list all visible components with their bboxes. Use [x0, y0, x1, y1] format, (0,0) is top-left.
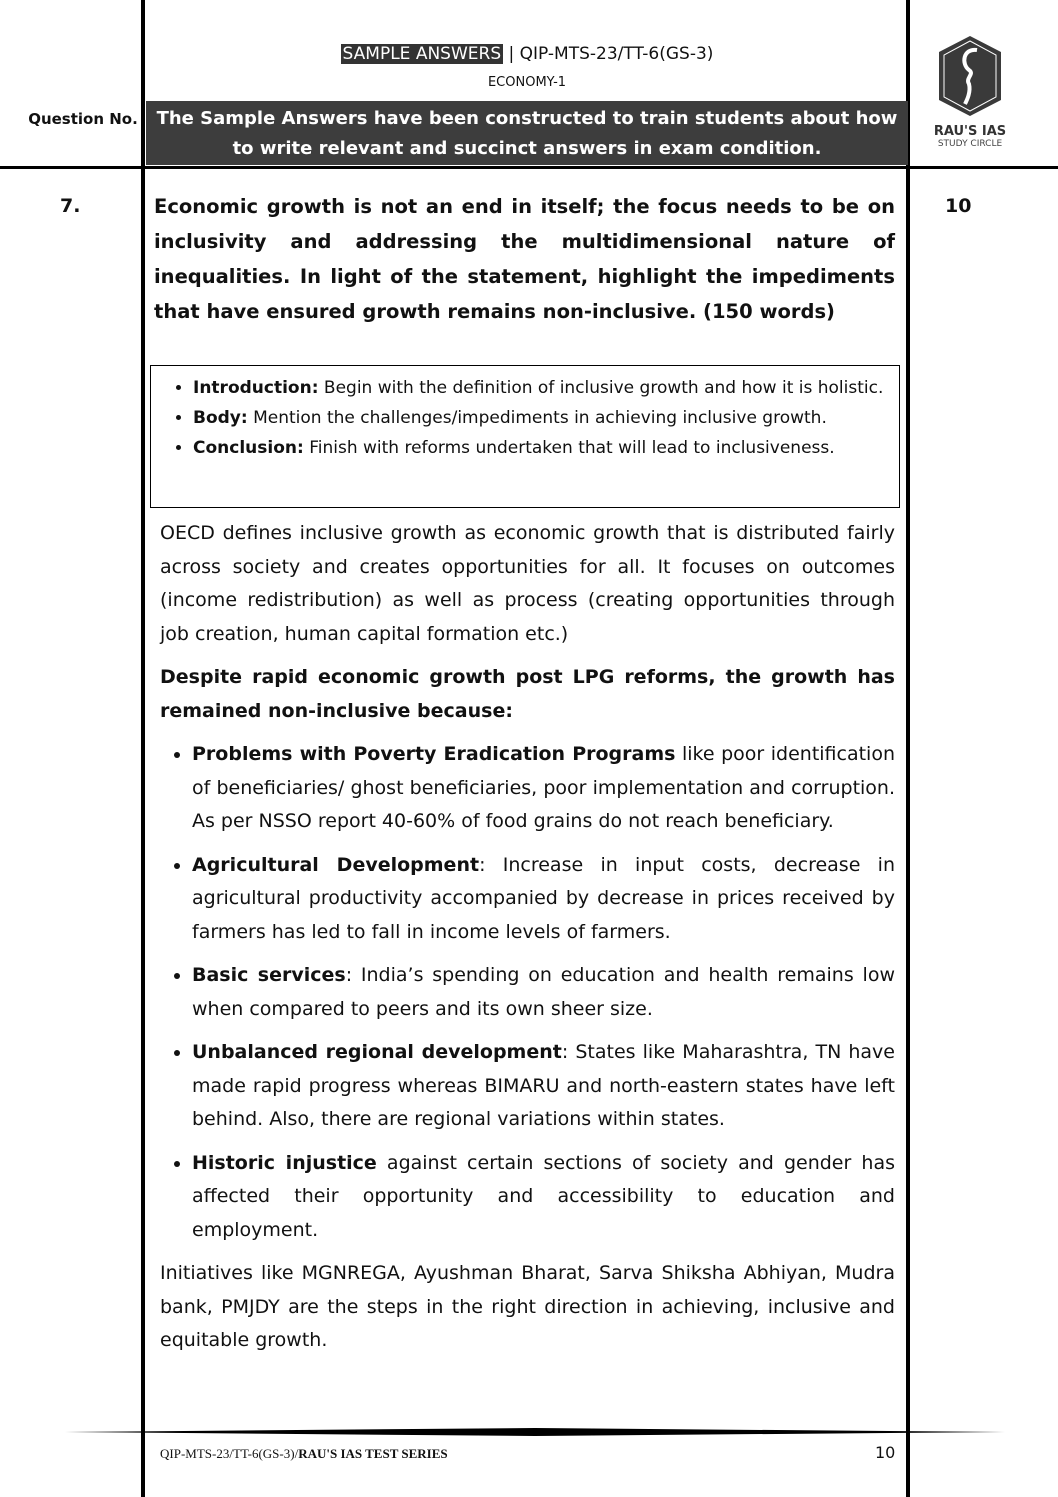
answer-point: [192, 849, 895, 950]
question-text: Economic growth is not an end in itself; the focus needs to be on inclusivity and addressing the multidimensional nature of inequalities. In light of the statement, highlight the impediments that have ensured growth remains non-inclusive. (150 words): [154, 195, 895, 323]
test-code: | QIP-MTS-23/TT-6(GS-3): [503, 44, 714, 64]
approach-label: Body:: [193, 408, 248, 428]
footer-divider: [65, 1428, 1005, 1436]
banner: The Sample Answers have been constructed to train students about how to write relevant and succinct answers in exam condition.: [146, 101, 908, 165]
point-text: : India’s spending on education and health remains low when compared to peers and its own sheer size.: [192, 964, 895, 1020]
answer-point: [192, 959, 895, 1026]
point-label: Historic injustice: [192, 1151, 377, 1174]
approach-label: Conclusion:: [193, 438, 304, 458]
logo-tagline: STUDY CIRCLE: [937, 139, 1003, 149]
answer-intro: OECD defines inclusive growth as economic growth that is distributed fairly across society and creates opportunities for all. It focuses on outcomes (income redistribution) as well as process (creating opportunities through job creation, human capital formation etc.): [160, 522, 895, 645]
right-column-rule: [906, 0, 910, 1497]
point-label: Unbalanced regional development: [192, 1041, 562, 1063]
point-label: Agricultural Development: [192, 853, 480, 876]
logo-name: RAU'S IAS: [933, 124, 1007, 139]
answer-conclusion: Initiatives like MGNREGA, Ayushman Bharat, Sarva Shiksha Abhiyan, Mudra bank, PMJDY are the steps in the right direction in achieving, inclusive and equitable growth.: [160, 1262, 895, 1351]
answer-point: [192, 1147, 895, 1248]
subject: ECONOMY-1: [487, 75, 567, 90]
point-text: : States like Maharashtra, TN have made rapid progress whereas BIMARU and north-eastern states have left behind. Also, there are regional variations within states.: [192, 1041, 895, 1130]
answer-lead: Despite rapid economic growth post LPG reforms, the growth has remained non-inclusive because:: [160, 666, 895, 722]
point-label: Problems with Poverty Eradication Programs: [192, 743, 676, 765]
footer-text: [160, 1446, 448, 1462]
header-title: [146, 44, 908, 64]
approach-text: Mention the challenges/impediments in achieving inclusive growth.: [247, 408, 827, 428]
question-number-label: Question No.: [28, 110, 138, 128]
approach-label: Introduction:: [193, 378, 319, 398]
approach-text: Begin with the definition of inclusive growth and how it is holistic.: [318, 378, 884, 398]
footer-series: RAU'S IAS TEST SERIES: [298, 1446, 448, 1461]
header-rule: [0, 166, 1058, 169]
sample-answers-highlight: SAMPLE ANSWERS: [342, 44, 502, 64]
approach-text: Finish with reforms undertaken that will lead to inclusiveness.: [303, 438, 835, 458]
approach-item: [193, 373, 891, 403]
answer-point: [192, 738, 895, 839]
point-label: Basic services: [192, 964, 346, 986]
approach-box: [150, 365, 900, 508]
left-column-rule: [141, 0, 145, 1497]
logo: [920, 34, 1020, 149]
page-number: 10: [875, 1443, 896, 1462]
logo-emblem-icon: [935, 34, 1005, 118]
approach-item: [193, 403, 891, 433]
question-marks: 10: [945, 195, 972, 217]
point-text: : Increase in input costs, decrease in agricultural productivity accompanied by decrease in prices received by farmers has led to fall in income levels of farmers.: [192, 853, 895, 943]
point-text: like poor identification of beneficiaries/ ghost beneficiaries, poor implementation and corruption. As per NSSO report 40-60% of food grains do not reach beneficiary.: [192, 743, 895, 832]
footer-code: QIP-MTS-23/TT-6(GS-3)/: [160, 1446, 299, 1461]
question-number: 7.: [60, 195, 81, 217]
point-text: against certain sections of society and gender has affected their opportunity and accessibility to education and employment.: [192, 1151, 895, 1241]
answer-point: [192, 1036, 895, 1137]
approach-item: [193, 433, 891, 463]
answer-body: [160, 517, 895, 1368]
